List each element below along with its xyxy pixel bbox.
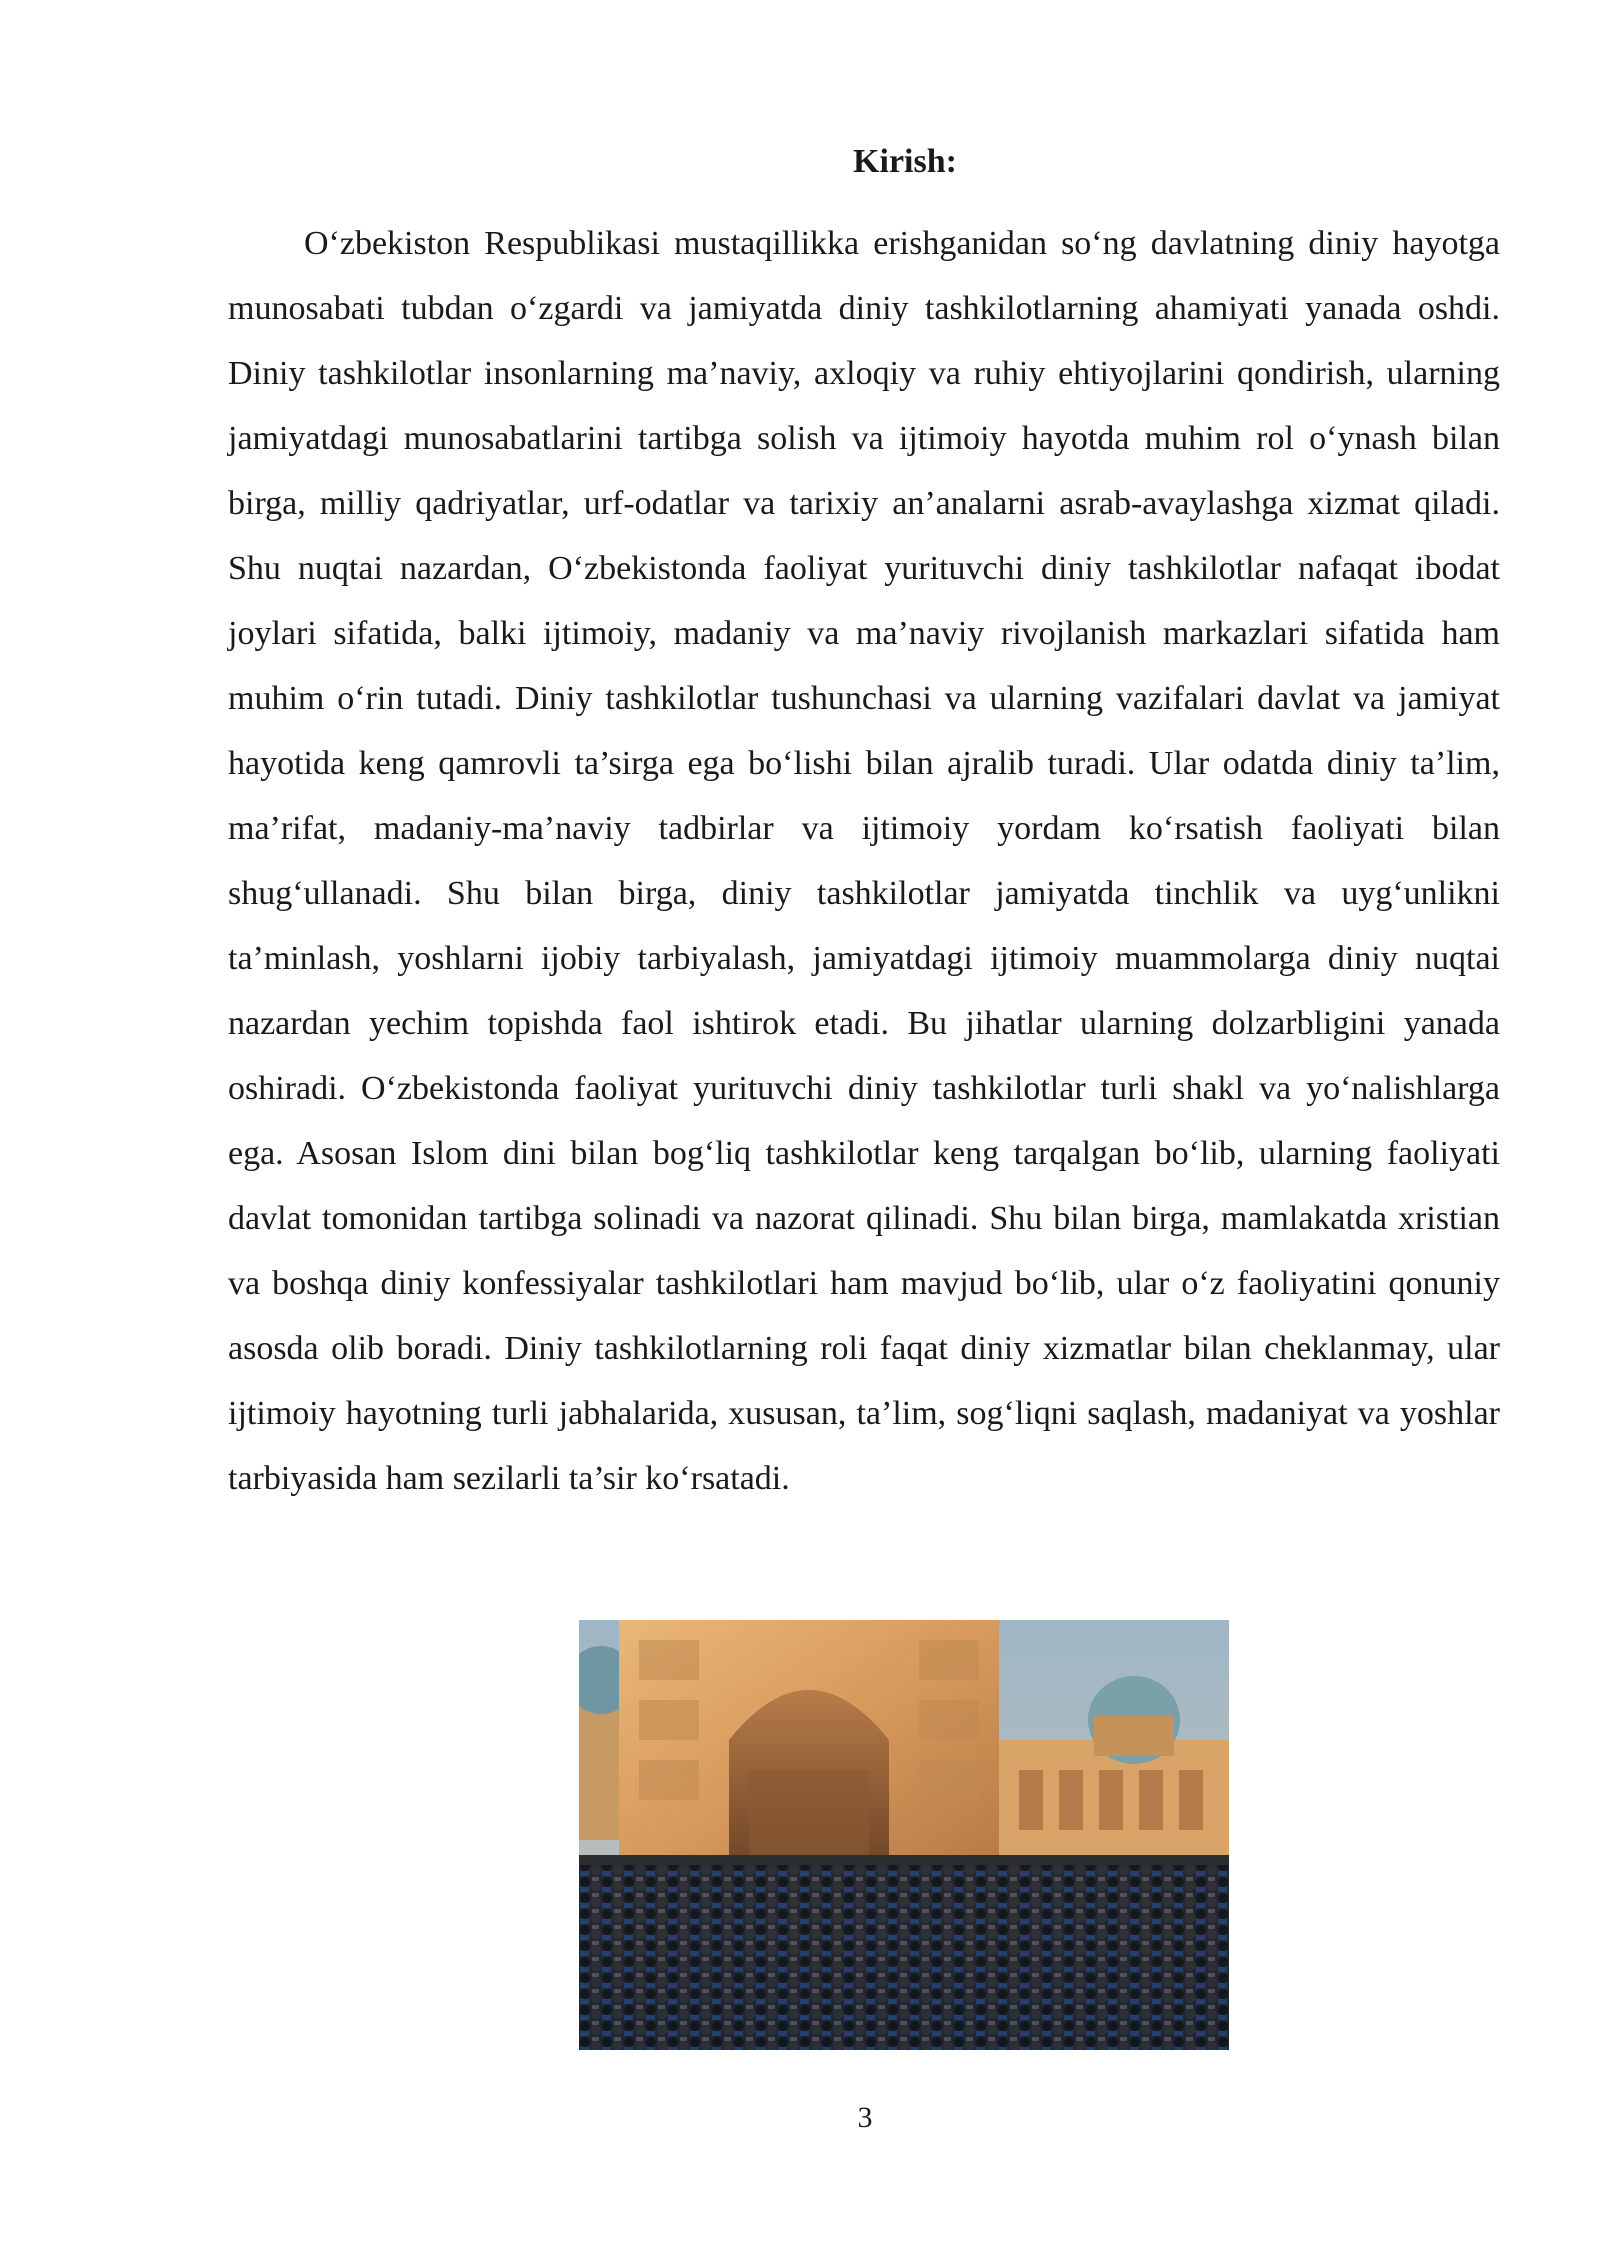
page-number: 3	[857, 2101, 873, 2134]
body-paragraph: O‘zbekiston Respublikasi mustaqillikka erishganidan so‘ng davlatning diniy hayotga munosabati tubdan o‘zgardi va jamiyatda diniy tashkilotlarning ahamiyati yanada oshdi. Diniy tashkilotlar insonlarning ma’naviy, axloqiy va ruhiy ehtiyojlarini qondirish, ularning jamiyatdagi munosabatlarini tartibga solish va ijtimoiy hayotda muhim rol o‘ynash bilan birga, milliy qadriyatlar, urf-odatlar va tarixiy an’analarni asrab-avaylashga xizmat qiladi. Shu nuqtai nazardan, O‘zbekistonda faoliyat yurituvchi diniy tashkilotlar nafaqat ibodat joylari sifatida, balki ijtimoiy, madaniy va ma’naviy rivojlanish markazlari sifatida ham muhim o‘rin tutadi. Diniy tashkilotlar tushunchasi va ularning vazifalari davlat va jamiyat hayotida keng qamrovli ta’sirga ega bo‘lishi bilan ajralib turadi. Ular odatda diniy ta’lim, ma’rifat, madaniy-ma’naviy tadbirlar va ijtimoiy yordam ko‘rsatish faoliyati bilan shug‘ullanadi. Shu bilan birga, diniy tashkilotlar jamiyatda tinchlik va uyg‘unlikni ta’minlash, yoshlarni ijobiy tarbiyalash, jamiyatdagi ijtimoiy muammolarga diniy nuqtai nazardan yechim topishda faol ishtirok etadi. Bu jihatlar ularning dolzarbligini yanada oshiradi. O‘zbekistonda faoliyat yurituvchi diniy tashkilotlar turli shakl va yo‘nalishlarga ega. Asosan Islom dini bilan bog‘liq tashkilotlar keng tarqalgan bo‘lib, ularning faoliyati davlat tomonidan tartibga solinadi va nazorat qilinadi. Shu bilan birga, mamlakatda xristian va boshqa diniy konfessiyalar tashkilotlari ham mavjud bo‘lib, ular o‘z faoliyatini qonuniy asosda olib boradi. Diniy tashkilotlarning roli faqat diniy xizmatlar bilan cheklanmay, ular ijtimoiy hayotning turli jabhalarida, xususan, ta’lim, sog‘liqni saqlash, madaniyat va yoshlar tarbiyasida ham sezilarli ta’sir ko‘rsatadi.	[228, 225, 1500, 1497]
section-heading: Kirish:	[853, 143, 957, 180]
mosque-crowd-photo	[579, 1620, 1229, 2050]
